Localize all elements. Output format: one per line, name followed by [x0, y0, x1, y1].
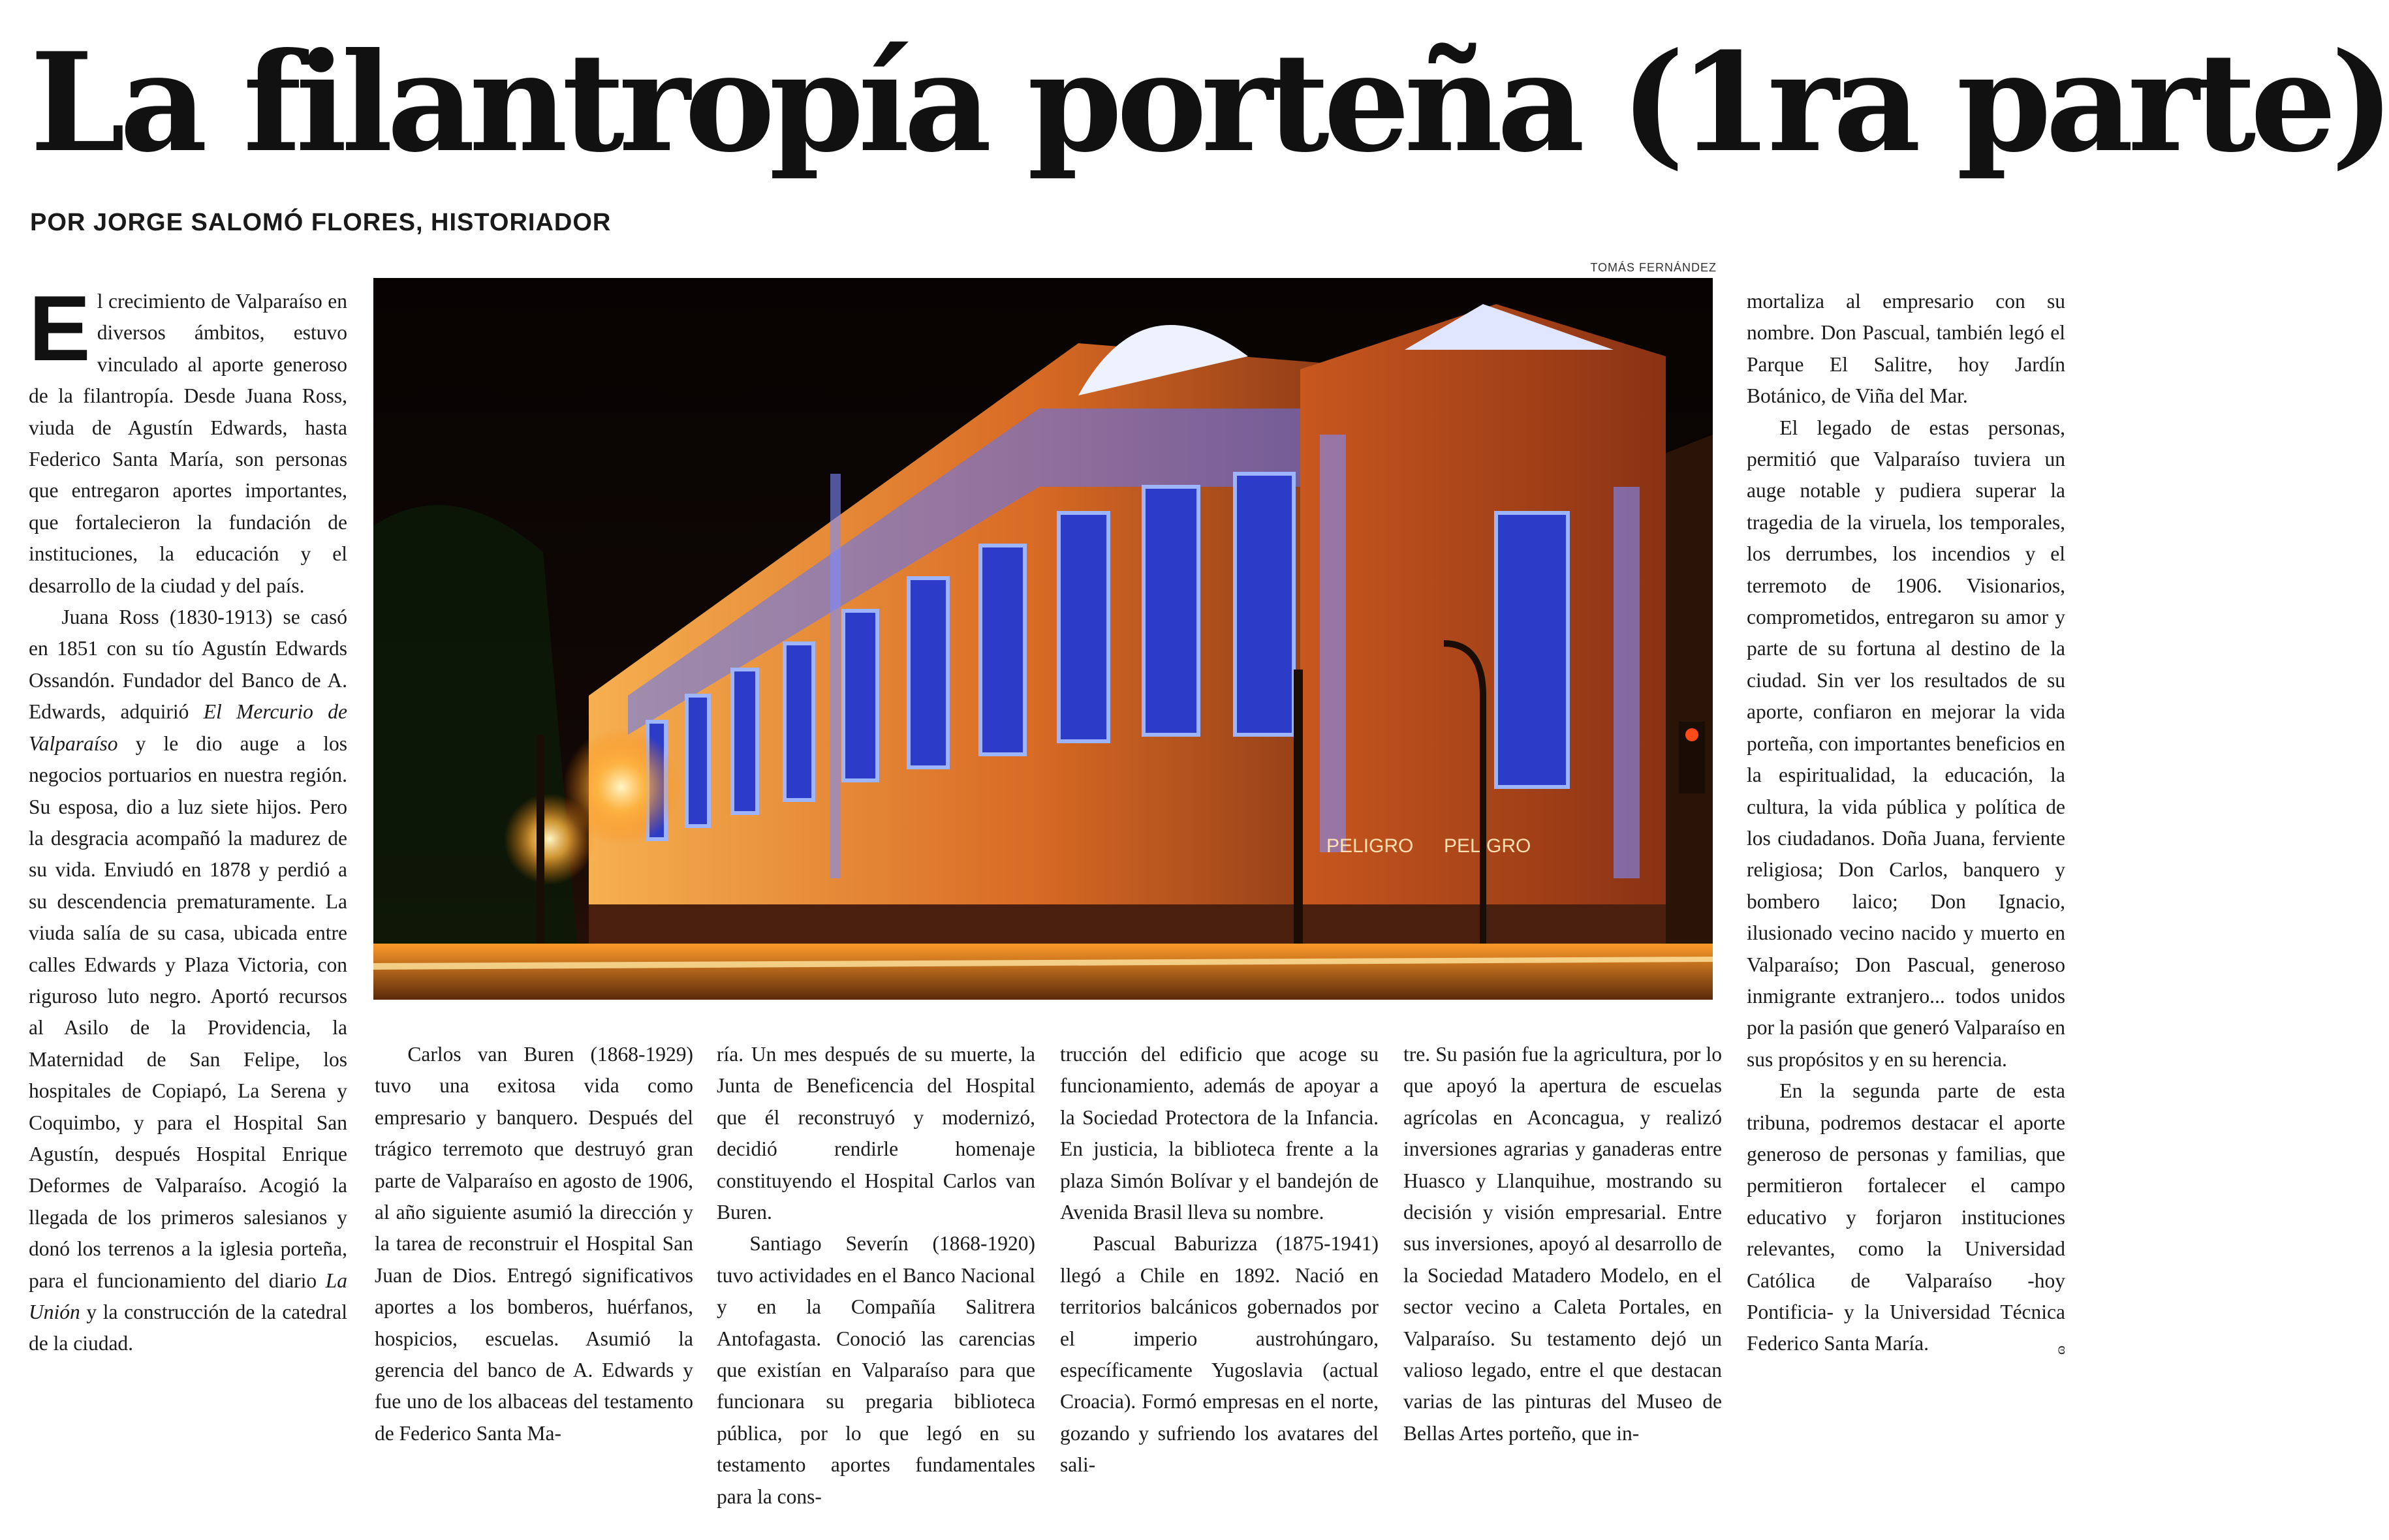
paragraph: mortaliza al empresario con su nombre. Don Pascual, también legó el Parque El Salitre, hoy Jardín Botánico, de Viña del Mar.	[1747, 290, 2065, 408]
paragraph	[1747, 1075, 2065, 1360]
paragraph: El legado de estas personas, permitió que Valparaíso tuviera un auge notable y pudiera superar la tragedia de la viruela, los temporales, los derrumbes, los incendios y el terremoto de 1906. Visionarios, comprometidos, entregaron su amor y parte de su fortuna al destino de la ciudad. Sin ver los resultados de su aporte, confiaron en mejorar la vida porteña, con importantes beneficios en la espiritualidad, la educación, la cultura, la vida pública y política de los ciudadanos. Doña Juana, ferviente religiosa; Don Carlos, banquero y bombero laico; Don Ignacio, ilusionado vecino nacido y muerto en Valparaíso; Don Pascual, generoso inmigrante extranjero... todos unidos por la pasión que generó Valparaíso en sus propósitos y en su herencia.	[1747, 416, 2065, 1071]
column-3	[717, 1039, 1035, 1515]
text-run: Juana Ross (1830-1913) se casó en 1851 con su tío Agustín Edwards Ossandón. Fundador del Banco de A. Edwards, adquirió	[29, 606, 347, 724]
column-5	[1403, 1039, 1722, 1515]
newspaper-name: La Unión	[29, 1269, 347, 1323]
paragraph: Carlos van Buren (1868-1929) tuvo una exitosa vida como empresario y banquero. Después del trágico terremoto que destruyó gran parte de Valparaíso en agosto de 1906, al año siguiente asumió la dirección y la tarea de reconstruir el Hospital San Juan de Dios. Entregó significativos aportes a los bomberos, huérfanos, hospicios, escuelas. Asumió la gerencia del banco de A. Edwards y fue uno de los albaceas del testamento de Federico Santa Ma-	[375, 1043, 693, 1445]
paragraph: tre. Su pasión fue la agricultura, por lo que apoyó la apertura de escuelas agrícolas en Aconcagua, y realizó inversiones agrarias y ganaderas entre Huasco y Llanquihue, mostrando su decisión y visión empresarial. Entre sus inversiones, apoyó al desarrollo de la Sociedad Matadero Modelo, en el sector vecino a Caleta Portales, en Valparaíso. Su testamento dejó un valioso legado, entre el que destacan varias de las pinturas del Museo de Bellas Artes porteño, que in-	[1403, 1043, 1722, 1445]
column-6	[1747, 286, 2065, 1526]
byline: POR JORGE SALOMÓ FLORES, HISTORIADOR	[30, 209, 612, 236]
building-photo	[373, 278, 1713, 1000]
headline: La filantropía porteña (1ra parte)	[30, 23, 2389, 183]
paragraph: Santiago Severín (1868-1920) tuvo actividades en el Banco Nacional y en la Compañía Salitrera Antofagasta. Conoció las carencias que existían en Valparaíso para que funcionara su pregaria biblioteca pública, por lo que legó en su testamento aportes fundamentales para la cons-	[717, 1232, 1035, 1508]
end-mark-icon: ɞ	[2057, 1339, 2065, 1359]
text-run: y la construcción de la catedral de la ciudad.	[29, 1301, 347, 1355]
photo-credit: TOMÁS FERNÁNDEZ	[1590, 261, 1717, 274]
sign-label-1: PELIGRO	[1326, 835, 1414, 857]
text-run: En la segunda parte de esta tribuna, podremos destacar el aporte generoso de personas y familias, que permitieron fortalecer el campo educativo y forjaron instituciones relevantes, como la Universidad Católica de Valparaíso -hoy Pontificia- y la Universidad Técnica Federico Santa María.	[1747, 1079, 2065, 1355]
column-1	[29, 277, 347, 1526]
paragraph	[29, 602, 347, 1360]
newspaper-name: El Mercurio de Valparaíso	[29, 700, 347, 755]
column-4	[1060, 1039, 1379, 1515]
column-2	[375, 1039, 693, 1515]
text-run: y le dio auge a los negocios portuarios en nuestra región. Su esposa, dio a luz siete hijos. Pero la desgracia acompañó la madurez de su vida. Enviudó en 1878 y perdió a su descendencia prematuramente. La viuda salía de su casa, ubicada entre calles Edwards y Plaza Victoria, con riguroso luto negro. Aportó recursos al Asilo de la Providencia, la Maternidad de San Felipe, los hospitales de Copiapó, La Serena y Coquimbo, y para el Hospital San Agustín, después Hospital Enrique Deformes de Valparaíso. Acogió la llegada de los primeros salesianos y donó los terrenos a la iglesia porteña, para el funcionamiento del diario	[29, 732, 347, 1292]
sign-label-2: PELIGRO	[1444, 835, 1531, 857]
drop-cap: E	[29, 277, 91, 380]
illuminated-building-illustration	[373, 278, 1713, 1000]
paragraph: trucción del edificio que acoge su funcionamiento, además de apoyar a la Sociedad Protectora de la Infancia. En justicia, la biblioteca frente a la plaza Simón Bolívar y el bandejón de Avenida Brasil lleva su nombre.	[1060, 1043, 1379, 1224]
paragraph: Pascual Baburizza (1875-1941) llegó a Chile en 1892. Nació en territorios balcánicos gobernados por el imperio austrohúngaro, específicamente Yugoslavia (actual Croacia). Formó empresas en el norte, gozando y sufriendo los avatares del sali-	[1060, 1232, 1379, 1477]
paragraph: ría. Un mes después de su muerte, la Junta de Beneficencia del Hospital que él reconstruyó y modernizó, decidió rendirle homenaje constituyendo el Hospital Carlos van Buren.	[717, 1043, 1035, 1224]
text-run: l crecimiento de Valparaíso en diversos ámbitos, estuvo vinculado al aporte generoso de la filantropía. Desde Juana Ross, viuda de Agustín Edwards, hasta Federico Santa María, son personas que entregaron aportes importantes, que fortalecieron la fundación de instituciones, la educación y el desarrollo de la ciudad y del país.	[29, 290, 347, 597]
